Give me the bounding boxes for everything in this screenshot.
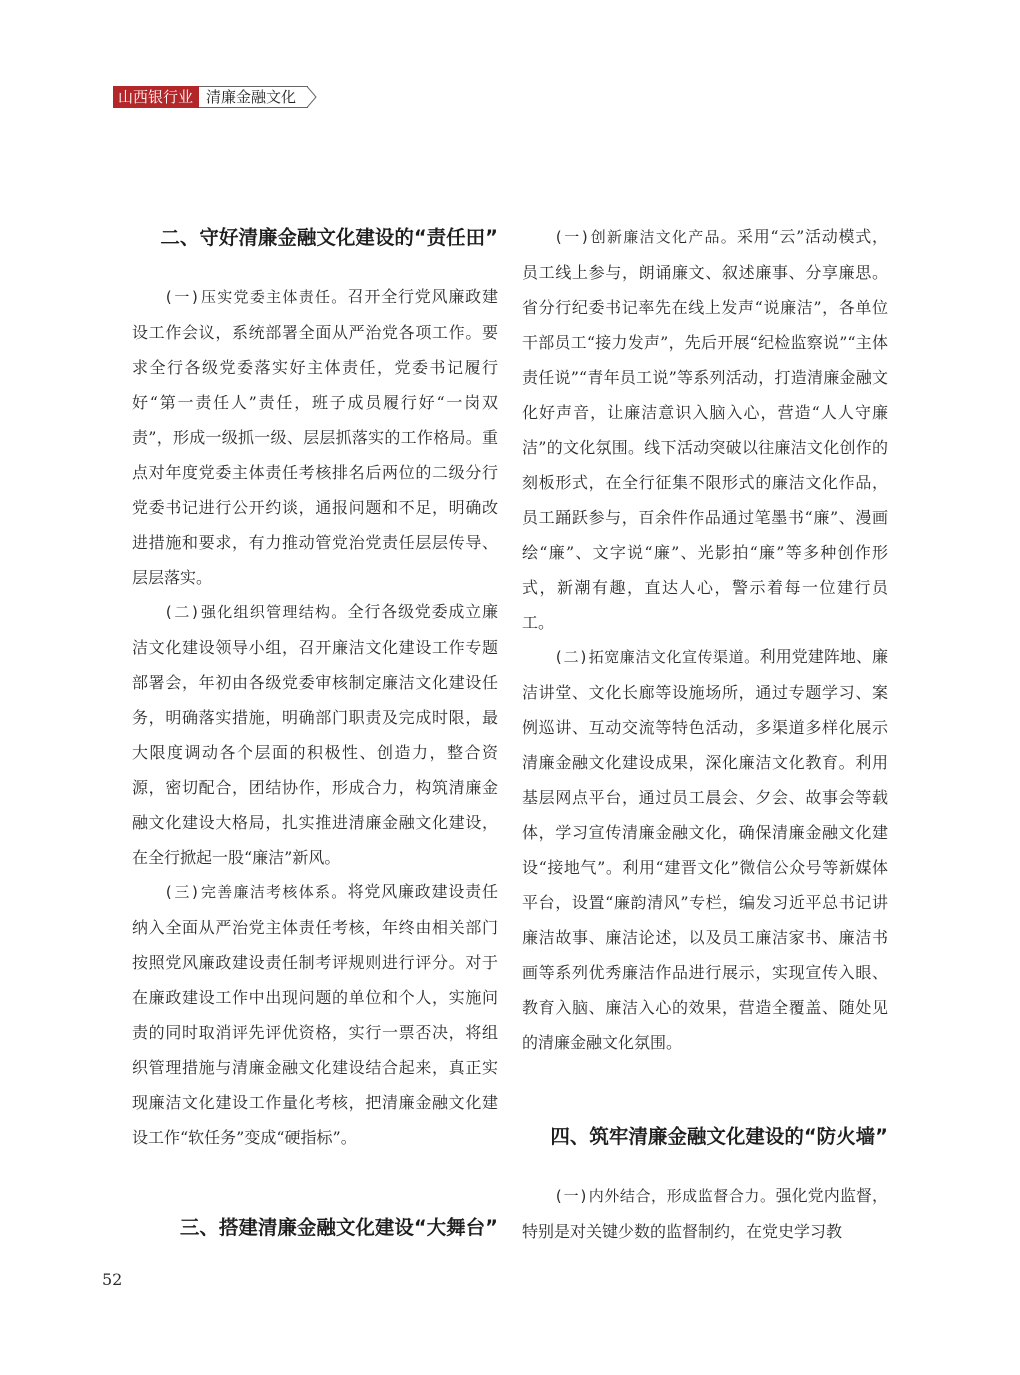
heading-section-four: 四、筑牢清廉金融文化建设的“防火墙” <box>550 1125 888 1148</box>
column-tag <box>199 86 308 108</box>
column-tag-label: 清廉金融文化 <box>206 88 297 106</box>
heading-section-three: 三、搭建清廉金融文化建设“大舞台” <box>179 1216 498 1239</box>
section-tag: 山西银行业 <box>113 86 199 108</box>
paragraph-text: 全行各级党委成立廉洁文化建设领导小组，召开廉洁文化建设工作专题部署会，年初由各级党委审核制定廉洁文化建设任务，明确落实措施，明确部门职责及完成时限，最大限度调动各个层面的积极性、创造力，整合资源，密切配合，团结协作，形成合力，构筑清廉金融文化建设大格局，扎实推进清廉金融文化建设，在全行掀起一股“廉洁”新风。 <box>132 602 498 867</box>
paragraph-lead: (二)拓宽廉洁文化宣传渠道。 <box>554 648 760 666</box>
heading-section-two: 二、守好清廉金融文化建设的“责任田” <box>160 226 498 249</box>
paragraph-lead: (一)创新廉洁文化产品。 <box>554 228 737 246</box>
page-number: 52 <box>102 1270 123 1289</box>
paragraph-culture-products <box>522 219 888 640</box>
section-header <box>113 86 308 108</box>
paragraph-text: 利用党建阵地、廉洁讲堂、文化长廊等设施场所，通过专题学习、案例巡讲、互动交流等特色活动，多渠道多样化展示清廉金融文化建设成果，深化廉洁文化教育。利用基层网点平台，通过员工晨会、夕会、故事会等载体，学习宣传清廉金融文化，确保清廉金融文化建设“接地气”。利用“建晋文化”微信公众号等新媒体平台，设置“廉韵清风”专栏，编发习近平总书记讲廉洁故事、廉洁论述，以及员工廉洁家书、廉洁书画等系列优秀廉洁作品进行展示，实现宣传入眼、教育入脑、廉洁入心的效果，营造全覆盖、随处见的清廉金融文化氛围。 <box>522 647 888 1052</box>
paragraph-assessment-system <box>132 874 498 1155</box>
paragraph-text: 采用“云”活动模式，员工线上参与，朗诵廉文、叙述廉事、分享廉思。省分行纪委书记率先在线上发声“说廉洁”，各单位干部员工“接力发声”，先后开展“纪检监察说”“主体责任说”“青年员工说”等系列活动，打造清廉金融文化好声音，让廉洁意识入脑入心，营造“人人守廉洁”的文化氛围。线下活动突破以往廉洁文化创作的刻板形式，在全行征集不限形式的廉洁文化作品，员工踊跃参与，百余件作品通过笔墨书“廉”、漫画绘“廉”、文字说“廉”、光影拍“廉”等多种创作形式，新潮有趣，直达人心，警示着每一位建行员工。 <box>522 227 888 632</box>
paragraph-text: 将党风廉政建设责任纳入全面从严治党主体责任考核，年终由相关部门按照党风廉政建设责任制考评规则进行评分。对于在廉政建设工作中出现问题的单位和个人，实施问责的同时取消评先评优资格，实行一票否决，将组织管理措施与清廉金融文化建设结合起来，真正实现廉洁文化建设工作量化考核，把清廉金融文化建设工作“软任务”变成“硬指标”。 <box>132 882 498 1147</box>
paragraph-lead: (一)内外结合，形成监督合力。 <box>554 1187 776 1205</box>
paragraph-publicity-channels <box>522 639 888 1060</box>
tag-arrow-icon <box>307 86 317 108</box>
paragraph-text: 强化党内监督，特别是对关键少数的监督制约，在党史学习教 <box>522 1186 888 1241</box>
paragraph-organization-structure <box>132 594 498 875</box>
paragraph-lead: (二)强化组织管理结构。 <box>164 603 348 621</box>
paragraph-lead: (三)完善廉洁考核体系。 <box>164 883 348 901</box>
paragraph-joint-supervision <box>522 1178 888 1249</box>
paragraph-text: 召开全行党风廉政建设工作会议，系统部署全面从严治党各项工作。要求全行各级党委落实好主体责任，党委书记履行好“第一责任人”责任，班子成员履行好“一岗双责”，形成一级抓一级、层层抓落实的工作格局。重点对年度党委主体责任考核排名后两位的二级分行党委书记进行公开约谈，通报问题和不足，明确改进措施和要求，有力推动管党治党责任层层传导、层层落实。 <box>132 287 498 587</box>
paragraph-lead: (一)压实党委主体责任。 <box>164 288 348 306</box>
paragraph-party-committee-responsibility <box>132 279 498 595</box>
